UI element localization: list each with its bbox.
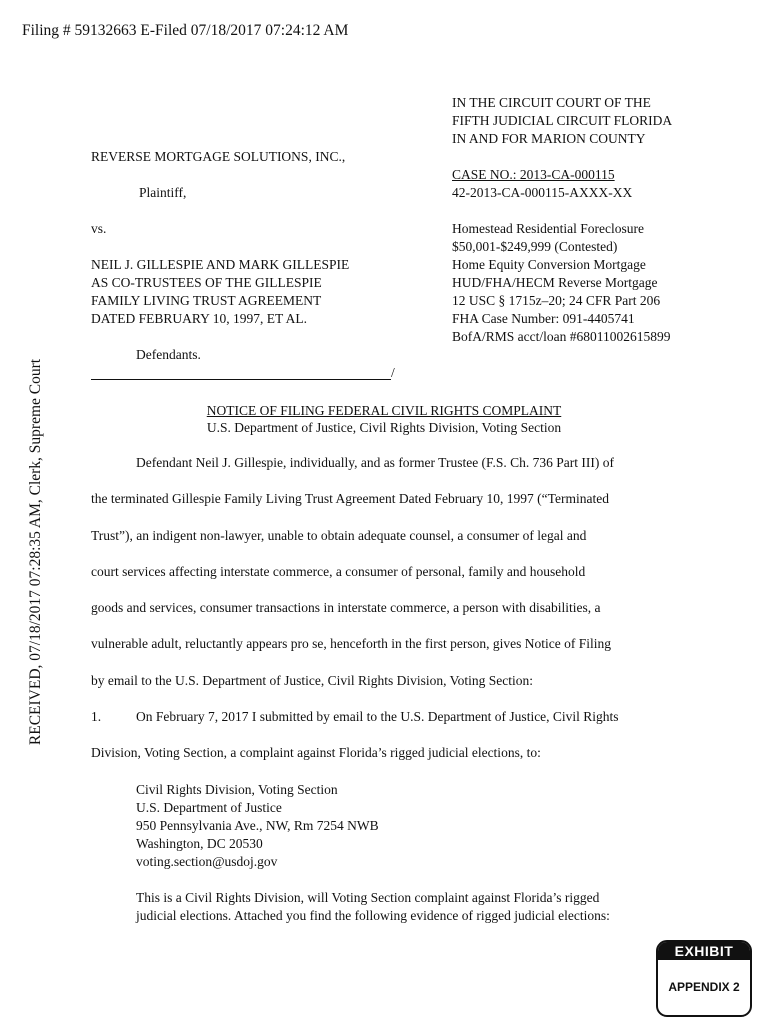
case-detail-line: Home Equity Conversion Mortgage [452,257,646,272]
defendants-block [91,256,349,328]
case-numbers [452,166,632,202]
case-details [452,220,671,346]
exhibit-sticker [656,940,752,1017]
case-detail-line: Homestead Residential Foreclosure [452,221,644,236]
case-detail-line: FHA Case Number: 091-4405741 [452,311,635,326]
notice-title: NOTICE OF FILING FEDERAL CIVIL RIGHTS COMPLAINT [206,403,562,418]
body-line: Trust”), an indigent non-lawyer, unable to obtain adequate counsel, a consumer of legal and [91,527,587,543]
address-email: voting.section@usdoj.gov [136,854,278,869]
case-detail-line: 12 USC § 1715z–20; 24 CFR Part 206 [452,293,661,308]
body-line: the terminated Gillespie Family Living Trust Agreement Dated February 10, 1997 (“Terminated [91,491,609,507]
court-line: FIFTH JUDICIAL CIRCUIT FLORIDA [452,113,673,128]
item-number: 1. [91,709,102,725]
address-line: U.S. Department of Justice [136,800,282,815]
received-stamp-text: RECEIVED, 07/18/2017 07:28:35 AM, Clerk, Supreme Court [27,358,44,746]
closing-line: judicial elections. Attached you find the following evidence of rigged judicial elections: [136,908,610,923]
notice-subtitle: U.S. Department of Justice, Civil Rights Division, Voting Section [206,420,562,435]
case-alt-number: 42-2013-CA-000115-AXXX-XX [452,185,633,200]
address-line: 950 Pennsylvania Ave., NW, Rm 7254 NWB [136,818,379,833]
body-line: by email to the U.S. Department of Justice, Civil Rights Division, Voting Section: [91,672,533,688]
defendants-label: Defendants. [136,347,201,362]
body-line: vulnerable adult, reluctantly appears pro se, henceforth in the first person, gives Notice of Filing [91,636,611,652]
defendant-line: AS CO-TRUSTEES OF THE GILLESPIE [91,275,322,290]
closing-paragraph [136,889,610,925]
item-text: On February 7, 2017 I submitted by email to the U.S. Department of Justice, Civil Rights [136,709,619,725]
case-detail-line: HUD/FHA/HECM Reverse Mortgage [452,275,658,290]
exhibit-appendix: APPENDIX 2 [668,980,740,994]
body-text [91,452,691,779]
versus-label: vs. [91,221,107,236]
address-line: Civil Rights Division, Voting Section [136,782,338,797]
address-line: Washington, DC 20530 [136,836,263,851]
body-line: court services affecting interstate commerce, a consumer of personal, family and household [91,563,586,579]
case-detail-line: $50,001-$249,999 (Contested) [452,239,618,254]
exhibit-label: EXHIBIT [658,942,750,960]
address-block [136,781,379,871]
plaintiff-label: Plaintiff, [139,185,187,200]
case-number: CASE NO.: 2013-CA-000115 [452,167,615,182]
caption-slash: / [391,365,395,380]
defendant-line: NEIL J. GILLESPIE AND MARK GILLESPIE [91,257,350,272]
plaintiff-name: REVERSE MORTGAGE SOLUTIONS, INC., [91,149,346,164]
defendant-line: FAMILY LIVING TRUST AGREEMENT [91,293,322,308]
court-caption [452,94,672,148]
defendant-line: DATED FEBRUARY 10, 1997, ET AL. [91,311,308,326]
filing-header: Filing # 59132663 E-Filed 07/18/2017 07:24:12 AM [22,22,349,39]
court-line: IN THE CIRCUIT COURT OF THE [452,95,651,110]
body-line: goods and services, consumer transactions in interstate commerce, a person with disabilities, a [91,600,601,616]
closing-line: This is a Civil Rights Division, will Voting Section complaint against Florida’s rigged [136,890,600,905]
court-line: IN AND FOR MARION COUNTY [452,131,646,146]
body-line: Division, Voting Section, a complaint against Florida’s rigged judicial elections, to: [91,745,541,761]
body-line: Defendant Neil J. Gillespie, individually, and as former Trustee (F.S. Ch. 736 Part III) of [136,455,614,470]
caption-rule [91,379,391,380]
case-detail-line: BofA/RMS acct/loan #68011002615899 [452,329,671,344]
numbered-item [91,706,691,742]
